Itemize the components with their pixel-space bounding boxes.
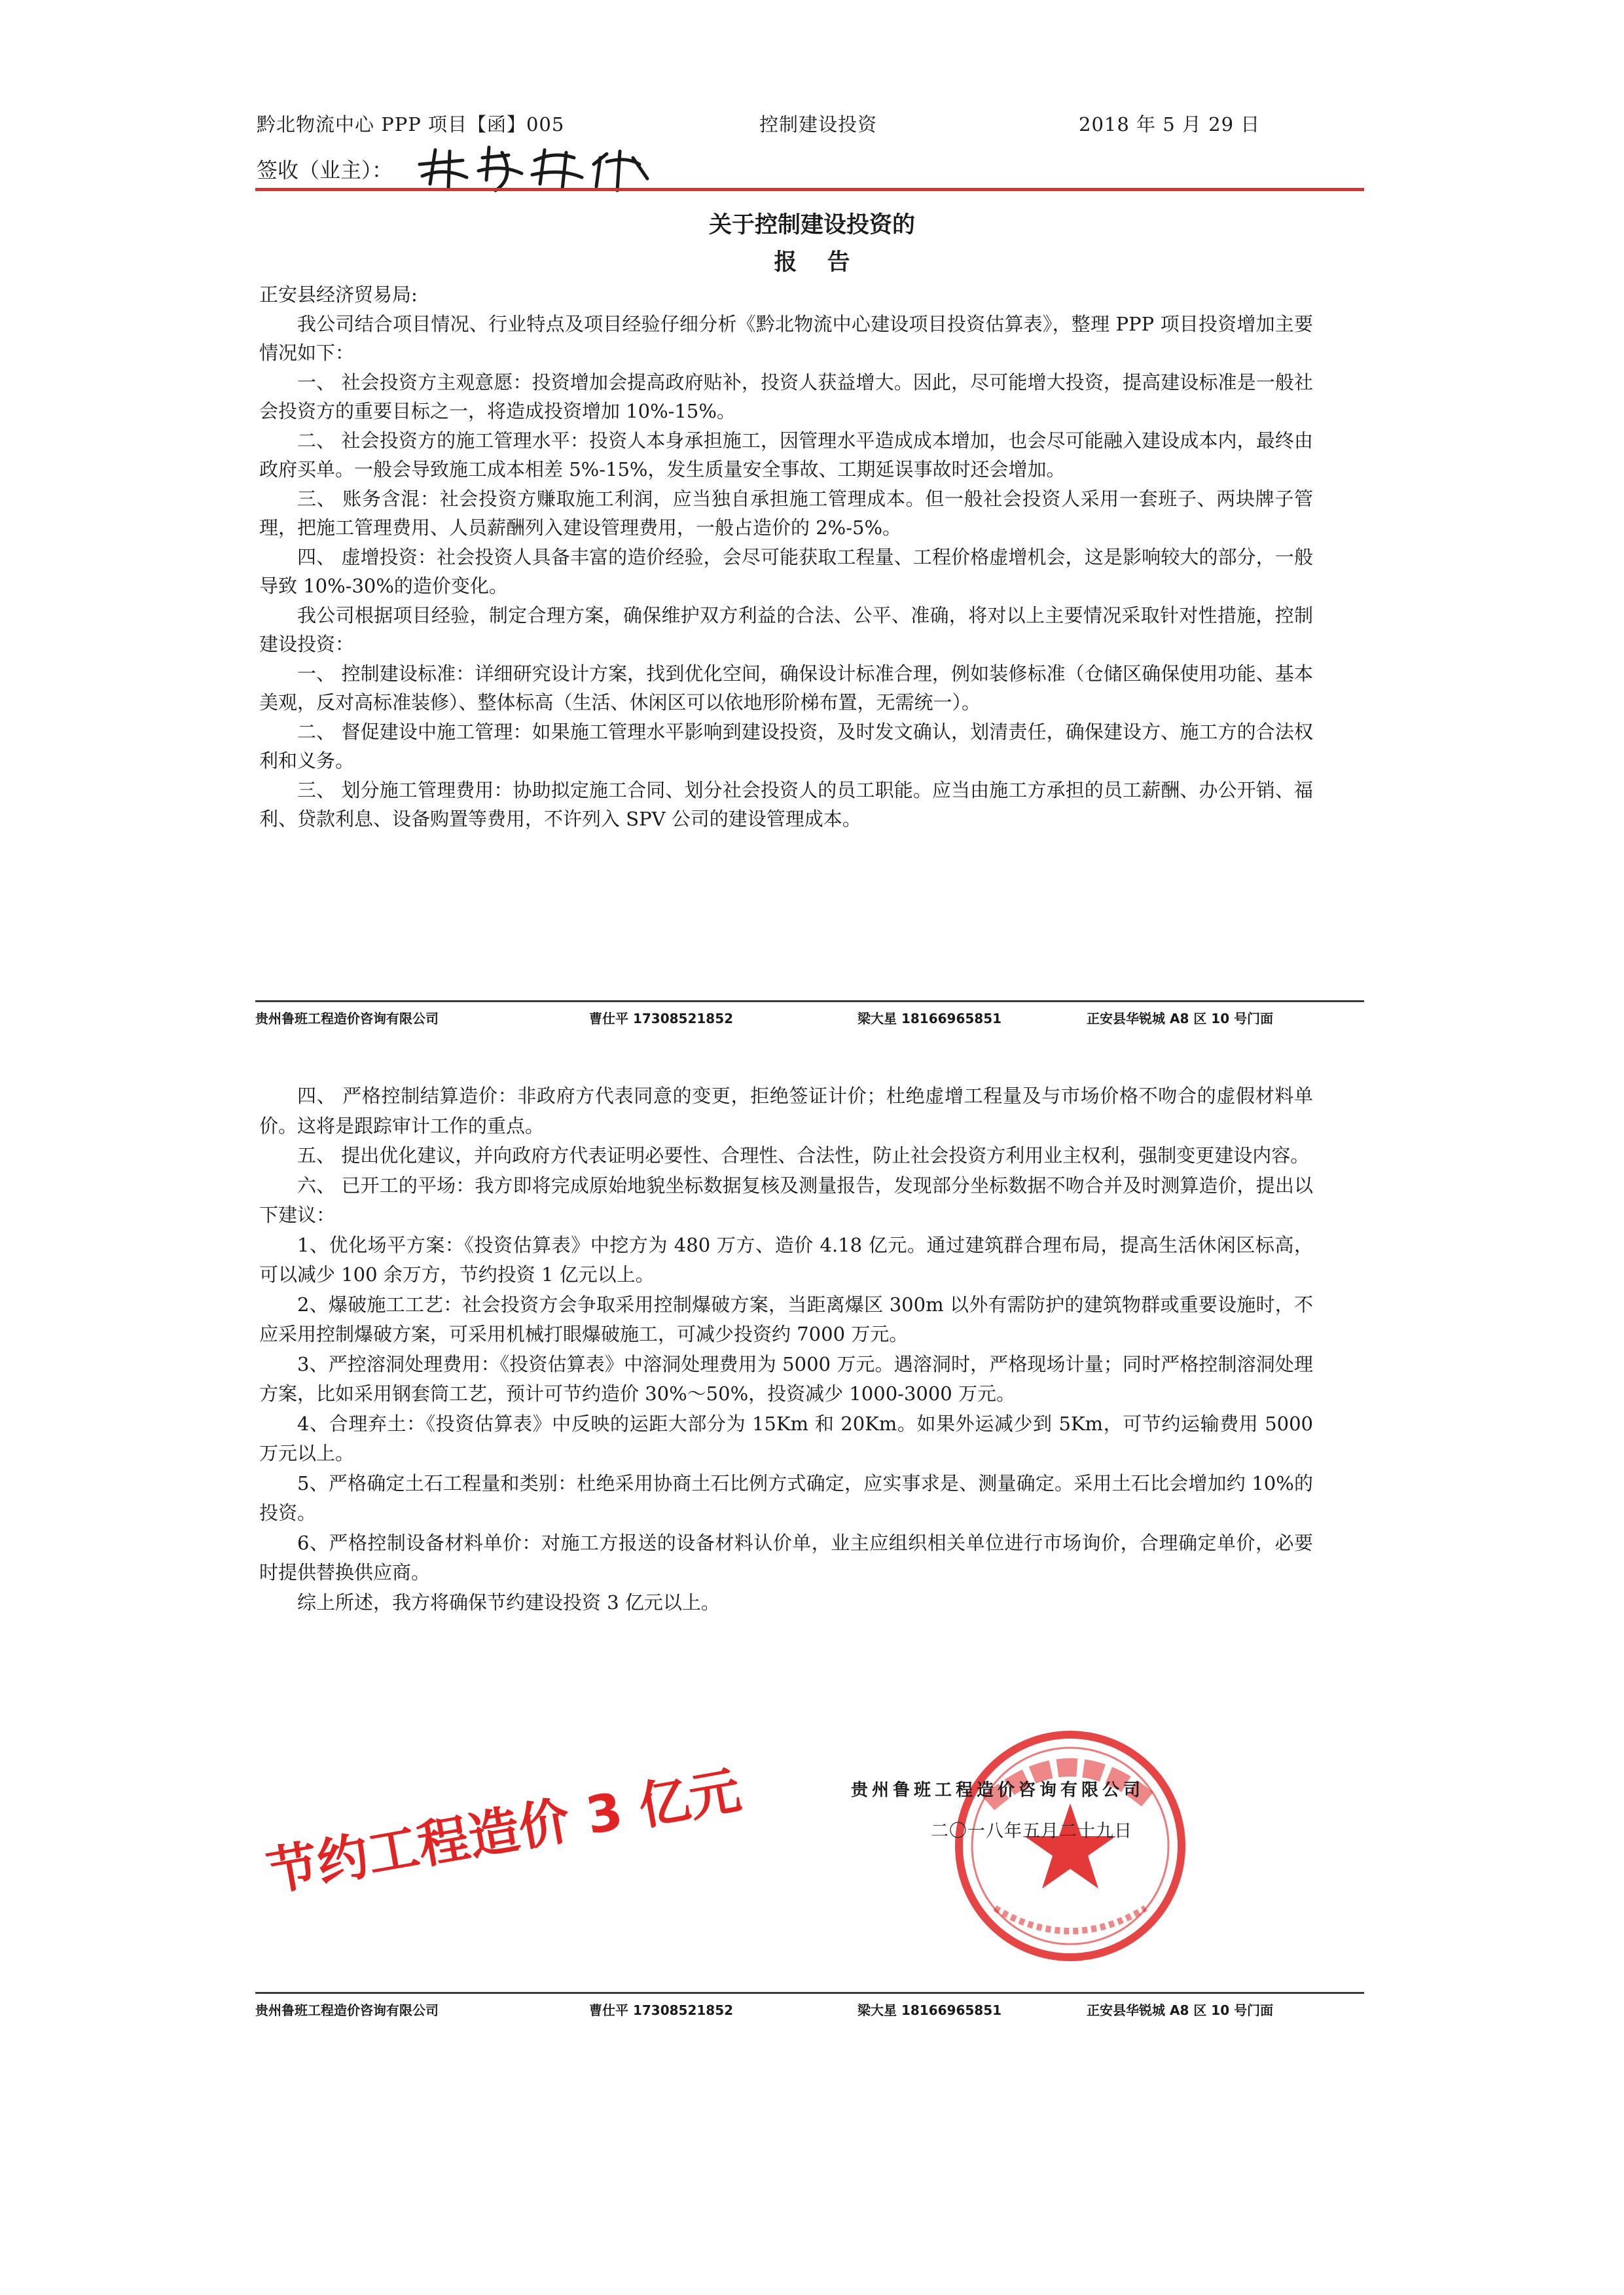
paragraph: 三、 划分施工管理费用：协助拟定施工合同、划分社会投资人的员工职能。应当由施工方承担的员工薪酬、办公开销、福利、贷款利息、设备购置等费用，不许列入 SPV 公司的建设管理成本。 [259, 778, 1313, 830]
report-title: 关于控制建设投资的 [708, 212, 915, 238]
footer-contact: 曹仕平 17308521852 [589, 2002, 734, 2018]
paragraph: 6、严格控制设备材料单价：对施工方报送的设备材料认价单，业主应组织相关单位进行市场询价，合理确定单价，必要时提供替换供应商。 [259, 1531, 1313, 1583]
sign-label: 签收（业主）： [257, 158, 393, 183]
sign-row [257, 147, 1363, 193]
stamp-slogan: 节约工程造价 3 亿元 [262, 1761, 746, 1903]
paragraph: 综上所述，我方将确保节约建设投资 3 亿元以上。 [297, 1591, 720, 1614]
footer-address: 正安县华锐城 A8 区 10 号门面 [1087, 2002, 1274, 2018]
signoff-date: 二〇一八年五月二十九日 [931, 1821, 1132, 1841]
footer-company: 贵州鲁班工程造价咨询有限公司 [255, 2002, 439, 2018]
paragraph: 二、 社会投资方的施工管理水平：投资人本身承担施工，因管理水平造成成本增加，也会尽可能融入建设成本内，最终由政府买单。一般会导致施工成本相差 5%-15%，发生质量安全事故、工期延误事故时还会增加。 [259, 429, 1313, 480]
footer-contact: 梁大星 18166965851 [857, 1011, 1002, 1026]
header-rule [255, 188, 1364, 191]
paragraph: 5、严格确定土石工程量和类别：杜绝采用协商土石比例方式确定，应实事求是、测量确定。采用土石比会增加约 10%的投资。 [259, 1472, 1313, 1524]
footer-address: 正安县华锐城 A8 区 10 号门面 [1087, 1011, 1274, 1026]
paragraph: 3、严控溶洞处理费用：《投资估算表》中溶洞处理费用为 5000 万元。遇溶洞时，严格现场计量；同时严格控制溶洞处理方案，比如采用钢套筒工艺，预计可节约造价 30%～50%，投资减少 1000-3000 万元。 [259, 1352, 1313, 1405]
paragraph: 我公司根据项目经验，制定合理方案，确保维护双方利益的合法、公平、准确，将对以上主要情况采取针对性措施，控制建设投资： [259, 604, 1313, 655]
paragraph: 2、爆破施工工艺：社会投资方会争取采用控制爆破方案，当距离爆区 300m 以外有需防护的建筑物群或重要设施时，不应采用控制爆破方案，可采用机械打眼爆破施工，可减少投资约 7000 万元。 [259, 1293, 1313, 1345]
paragraph: 四、 虚增投资：社会投资人具备丰富的造价经验，会尽可能获取工程量、工程价格虚增机会，这是影响较大的部分，一般导致 10%-30%的造价变化。 [259, 545, 1313, 597]
paragraph: 1、优化场平方案：《投资估算表》中挖方为 480 万方、造价 4.18 亿元。通过建筑群合理布局，提高生活休闲区标高，可以减少 100 余万方，节约投资 1 亿元以上。 [259, 1233, 1313, 1286]
page1-body [259, 280, 1313, 834]
footer-company: 贵州鲁班工程造价咨询有限公司 [255, 1011, 439, 1026]
footer-rule [255, 1000, 1364, 1002]
footer [255, 1008, 1364, 1030]
paragraph: 三、 账务含混：社会投资方赚取施工利润，应当独自承担施工管理成本。但一般社会投资人采用一套班子、两块牌子管理，把施工管理费用、人员薪酬列入建设管理费用，一般占造价的 2%-5%。 [259, 487, 1313, 539]
footer-contact: 梁大星 18166965851 [857, 2002, 1002, 2018]
paragraph: 二、 督促建设中施工管理：如果施工管理水平影响到建设投资，及时发文确认，划清责任，确保建设方、施工方的合法权利和义务。 [259, 720, 1313, 772]
footer [255, 2000, 1364, 2022]
report-subtitle: 报告 [774, 249, 880, 276]
footer-contact: 曹仕平 17308521852 [589, 1011, 734, 1026]
paragraph: 六、 已开工的平场：我方即将完成原始地貌坐标数据复核及测量报告，发现部分坐标数据不吻合并及时测算造价，提出以下建议： [259, 1174, 1313, 1226]
company-seal [943, 1718, 1198, 1974]
page2-body [259, 1081, 1313, 1617]
footer-rule [255, 1992, 1364, 1994]
paragraph: 五、 提出优化建议，并向政府方代表证明必要性、合理性、合法性，防止社会投资方利用业主权利，强制变更建设内容。 [297, 1144, 1310, 1166]
paragraph: 一、 社会投资方主观意愿：投资增加会提高政府贴补，投资人获益增大。因此，尽可能增大投资，提高建设标准是一般社会投资方的重要目标之一，将造成投资增加 10%-15%。 [259, 370, 1313, 422]
salutation: 正安县经济贸易局: [259, 283, 418, 306]
doc-reference: 黔北物流中心 PPP 项目【函】005 [257, 113, 565, 136]
doc-subject: 控制建设投资 [759, 113, 878, 136]
paragraph: 我公司结合项目情况、行业特点及项目经验仔细分析《黔北物流中心建设项目投资估算表》，整理 PPP 项目投资增加主要情况如下： [259, 312, 1313, 364]
doc-date: 2018 年 5 月 29 日 [1079, 113, 1261, 136]
paragraph: 4、合理弃土：《投资估算表》中反映的运距大部分为 15Km 和 20Km。如果外运减少到 5Km，可节约运输费用 5000 万元以上。 [259, 1412, 1313, 1464]
paragraph: 四、 严格控制结算造价：非政府方代表同意的变更，拒绝签证计价；杜绝虚增工程量及与市场价格不吻合的虚假材料单价。这将是跟踪审计工作的重点。 [259, 1085, 1313, 1137]
paragraph: 一、 控制建设标准：详细研究设计方案，找到优化空间，确保设计标准合理，例如装修标准（仓储区确保使用功能、基本美观，反对高标准装修）、整体标高（生活、休闲区可以依地形阶梯布置，无需统一）。 [259, 662, 1313, 714]
signoff-company: 贵州鲁班工程造价咨询有限公司 [851, 1780, 1145, 1800]
